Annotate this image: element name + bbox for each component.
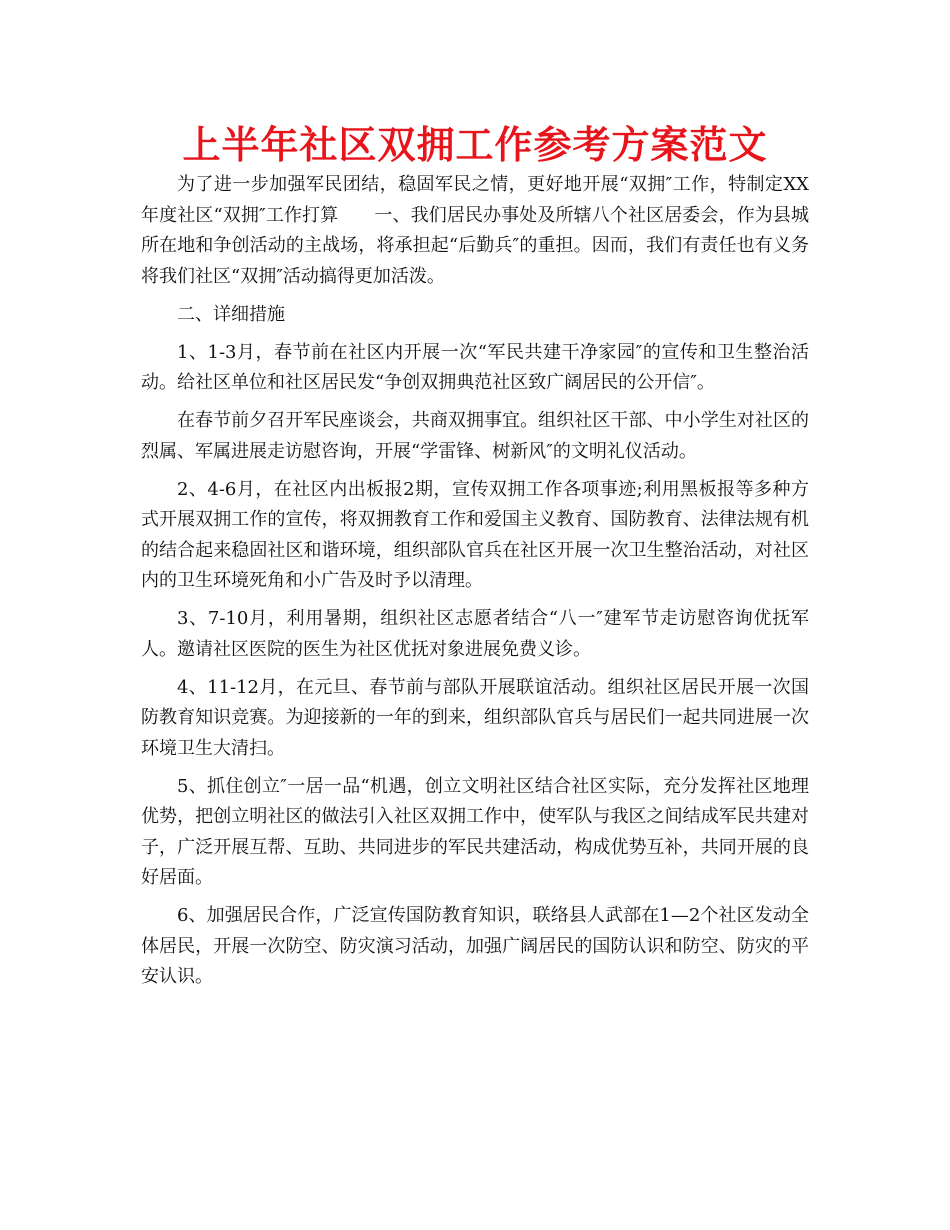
measure-paragraph-1: 1、1-3月，春节前在社区内开展一次“军民共建干净家园″的宣传和卫生整治活动。给社区单位和社区居民发“争创双拥典范社区致广阔居民的公开信″。 xyxy=(141,341,809,393)
measure-paragraph-2: 2、4-6月，在社区内出板报2期，宣传双拥工作各项事迹;利用黑板报等多种方式开展双拥工作的宣传，将双拥教育工作和爱国主义教育、国防教育、法律法规有机的结合起来稳固社区和谐环境，组织部队官兵在社区开展一次卫生整治活动，对社区内的卫生环境死角和小广告及时予以清理。 xyxy=(141,478,809,591)
measure-paragraph-3: 3、7-10月，利用暑期，组织社区志愿者结合“八一″建军节走访慰咨询优抚军人。邀请社区医院的医生为社区优抚对象进展免费义诊。 xyxy=(141,608,809,660)
measure-paragraph-1-continued: 在春节前夕召开军民座谈会，共商双拥事宜。组织社区干部、中小学生对社区的烈属、军属进展走访慰咨询，开展“学雷锋、树新风″的文明礼仪活动。 xyxy=(141,410,809,462)
document-body xyxy=(141,170,809,993)
measure-paragraph-4: 4、11-12月，在元旦、春节前与部队开展联谊活动。组织社区居民开展一次国防教育知识竞赛。为迎接新的一年的到来，组织部队官兵与居民们一起共同进展一次环境卫生大清扫。 xyxy=(141,676,809,759)
section-heading-measures: 二、详细措施 xyxy=(177,303,285,325)
intro-paragraph xyxy=(141,170,809,292)
measure-paragraph-6: 6、加强居民合作，广泛宣传国防教育知识，联络县人武部在1—2个社区发动全体居民，开展一次防空、防灾演习活动，加强广阔居民的国防认识和防空、防灾的平安认识。 xyxy=(141,905,809,987)
intro-text-part2: 一、我们居民办事处及所辖八个社区居委会，作为县城所在地和争创活动的主战场，将承担起“后勤兵″的重担。因而，我们有责任也有义务将我们社区“双拥″活动搞得更加活泼。 xyxy=(141,204,809,287)
intro-text-part1: 为了进一步加强军民团结，稳固军民之情，更好地开展“双拥″工作，特制定XX年度社区“双拥″工作打算 xyxy=(141,174,809,226)
document-title: 上半年社区双拥工作参考方案范文 xyxy=(182,123,768,167)
document-page xyxy=(141,120,809,993)
measure-paragraph-5: 5、抓住创立″一居一品“机遇，创立文明社区结合社区实际，充分发挥社区地理优势，把创立明社区的做法引入社区双拥工作中，使军队与我区之间结成军民共建对子，广泛开展互帮、互助、共同进步的军民共建活动，构成优势互补，共同开展的良好居面。 xyxy=(141,775,809,888)
